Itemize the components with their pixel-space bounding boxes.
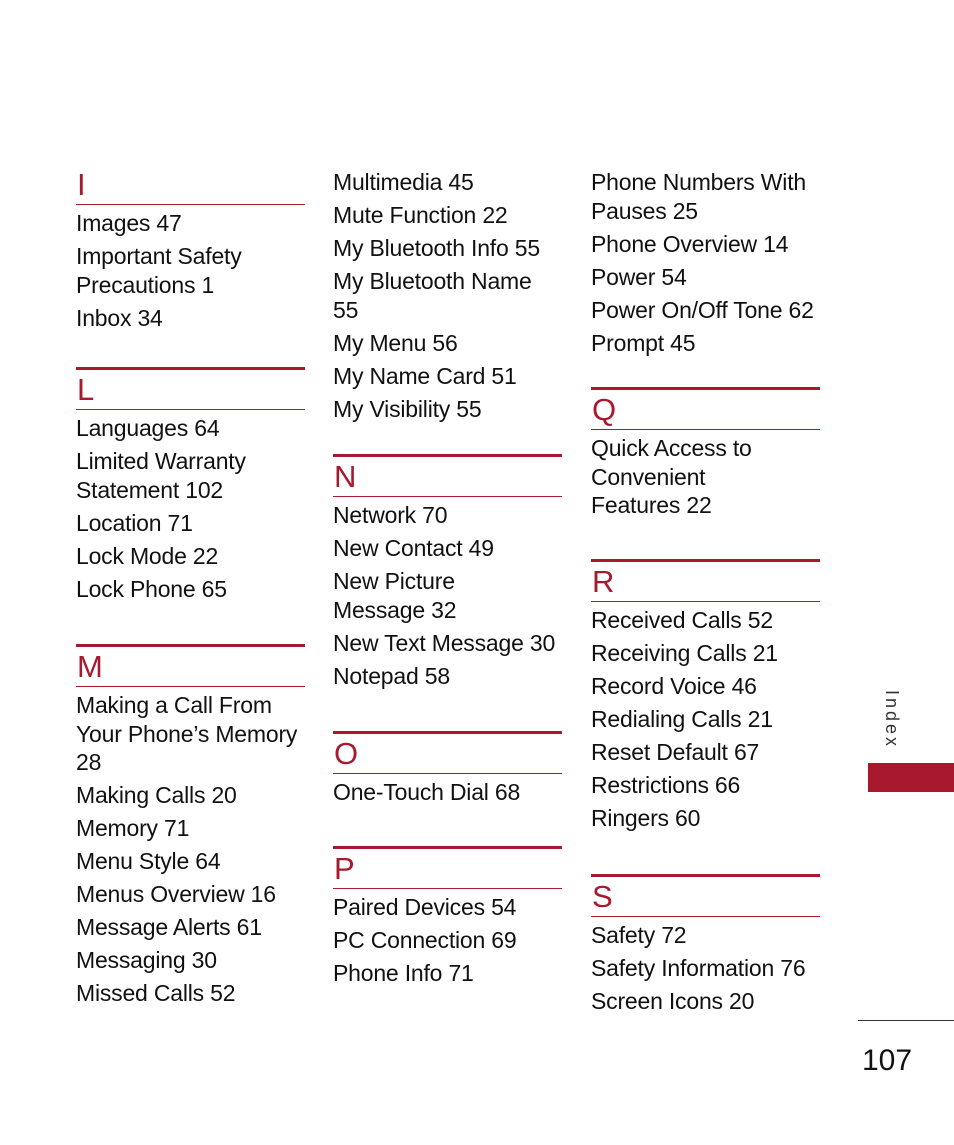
index-entry: Mute Function 22 [333,202,508,228]
index-entry: Network 70 [333,502,448,528]
index-entry: Quick Access to Convenient Features 22 [591,435,752,518]
index-entry: Prompt 45 [591,329,696,356]
section-divider [333,888,562,889]
index-entry: My Visibility 55 [333,395,482,422]
index-entry: Inbox 34 [76,304,163,331]
index-section-q [591,387,820,524]
index-section-n [333,454,562,695]
index-entry: PC Connection 69 [333,927,517,953]
index-entry: Paired Devices 54 [333,894,517,920]
index-entry: My Bluetooth Info 55 [333,235,540,261]
section-divider [591,429,820,430]
index-entry: Safety 72 [591,922,687,948]
index-entry: Multimedia 45 [333,169,474,195]
index-entry: Message Alerts 61 [76,914,262,940]
section-letter: N [334,459,357,494]
index-entry: Power 54 [591,263,687,290]
section-divider [76,686,305,687]
index-entry: New Contact 49 [333,535,494,561]
section-divider [333,496,562,497]
index-continued-p [591,168,820,362]
index-entry: Phone Overview 14 [591,230,789,257]
index-entry: Lock Phone 65 [76,575,227,602]
index-section-l [76,367,305,608]
index-entry: Making Calls 20 [76,782,237,808]
index-entry: Power On/Off Tone 62 [591,296,814,323]
index-section-p [333,846,562,992]
section-letter: I [77,167,86,202]
index-continued-m [333,168,562,428]
section-letter: Q [592,392,617,427]
index-entry: Making a Call From Your Phone’s Memory 28 [76,692,298,775]
section-divider [76,409,305,410]
section-letter: L [77,372,95,407]
index-entry: Menu Style 64 [76,848,221,874]
index-section-i [76,168,305,337]
section-divider [76,204,305,205]
section-letter: R [592,564,615,599]
index-entry: Notepad 58 [333,662,450,689]
side-tab-marker [868,763,954,792]
section-letter: O [334,736,359,771]
index-entry: Redialing Calls 21 [591,706,773,732]
page-number: 107 [862,1044,913,1077]
section-divider [591,916,820,917]
index-entry: Languages 64 [76,415,220,441]
index-entry: Lock Mode 22 [76,542,219,569]
index-entry: Restrictions 66 [591,772,741,798]
section-divider [591,601,820,602]
index-entry: Phone Numbers With Pauses 25 [591,169,806,224]
index-entry: Messaging 30 [76,947,217,973]
index-entry: Received Calls 52 [591,607,773,633]
footer-divider [858,1020,954,1021]
index-section-r [591,559,820,837]
index-entry: Record Voice 46 [591,673,757,699]
index-section-m [76,644,305,1012]
index-entry: Images 47 [76,210,182,236]
index-entry: My Bluetooth Name 55 [333,268,532,323]
index-entry: Important Safety Precautions 1 [76,243,242,298]
index-entry: New Text Message 30 [333,629,556,656]
index-entry: Receiving Calls 21 [591,640,778,666]
section-divider [333,773,562,774]
index-entry: Missed Calls 52 [76,980,236,1006]
index-entry: Memory 71 [76,815,190,841]
index-entry: Limited Warranty Statement 102 [76,448,246,503]
index-entry: Reset Default 67 [591,739,760,765]
index-entry: My Name Card 51 [333,362,517,389]
index-entry: New Picture Message 32 [333,568,457,623]
index-entry: Safety Information 76 [591,955,806,981]
index-entry: Screen Icons 20 [591,988,755,1014]
index-entry: Phone Info 71 [333,960,474,986]
section-letter: S [592,879,613,914]
index-section-o [333,731,562,811]
index-entry: My Menu 56 [333,329,458,356]
index-entry: Menus Overview 16 [76,881,276,907]
side-label: Index [882,690,902,750]
section-letter: P [334,851,355,886]
index-section-s [591,874,820,1020]
section-letter: M [77,649,103,684]
index-entry: Location 71 [76,509,193,536]
index-entry: Ringers 60 [591,805,701,831]
index-entry: One-Touch Dial 68 [333,779,521,805]
